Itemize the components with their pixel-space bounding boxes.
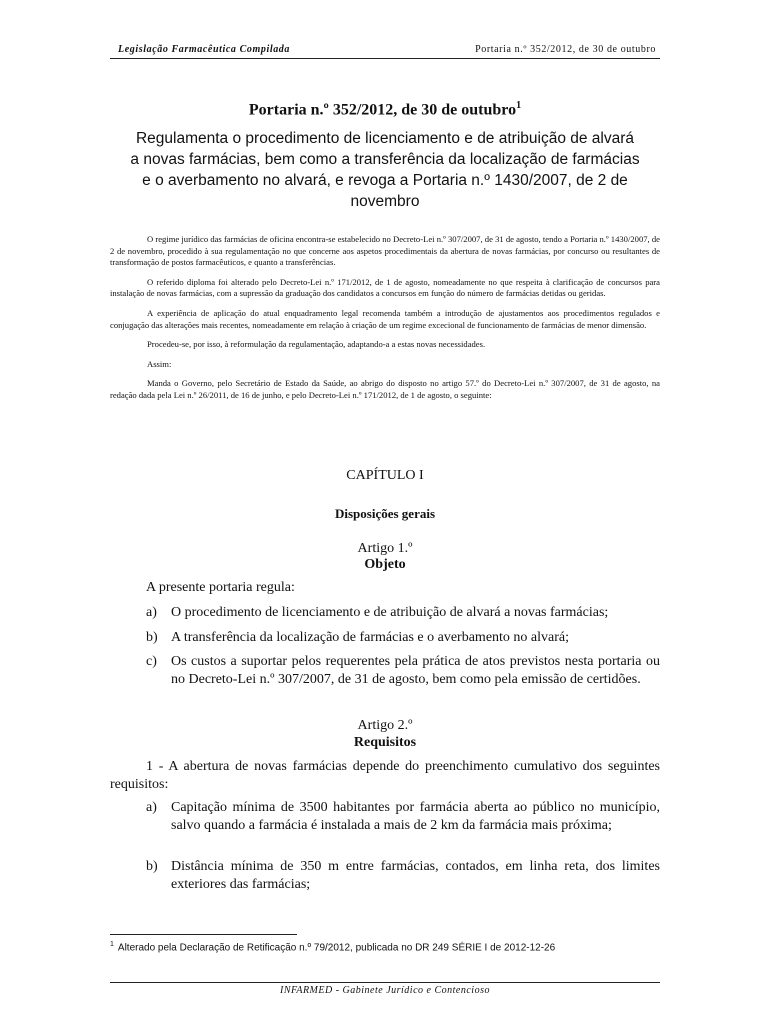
preamble-paragraph: Manda o Governo, pelo Secretário de Estado da Saúde, ao abrigo do disposto no artigo 57.º do Decreto-Lei n.º 307/2007, de 31 de agosto, na redação dada pela Lei n.º 26/2011, de 16 de junho, e pelo Decreto-Lei n.º 171/2012, de 1 de agosto, o seguinte: (110, 378, 660, 400)
item-label: c) (146, 654, 157, 669)
article-2-item-a (146, 799, 660, 836)
item-text: O procedimento de licenciamento e de atribuição de alvará a novas farmácias; (171, 605, 609, 620)
chapter-label: CAPÍTULO I (346, 468, 424, 483)
document-title-text: Portaria n.º 352/2012, de 30 de outubro (248, 101, 517, 119)
chapter-title: Disposições gerais (334, 506, 436, 521)
header-document-reference: Portaria n.º 352/2012, de 30 de outubro (475, 44, 656, 55)
article-1-title: Objeto (364, 557, 406, 572)
item-label: b) (146, 859, 158, 874)
running-header (110, 44, 660, 59)
footnote-reference[interactable]: 1 (516, 100, 522, 111)
item-label: a) (146, 800, 157, 815)
preamble-paragraph: Assim: (147, 358, 172, 369)
article-2-title: Requisitos (353, 735, 417, 750)
preamble-paragraph: O regime jurídico das farmácias de oficina encontra-se estabelecido no Decreto-Lei n.º 307/2007, de 31 de agosto, tendo a Portaria n.º 1430/2007, de 2 de novembro, procedido à sua regulamentação no que concerne aos aspetos procedimentais da abertura de novas farmácias, por concurso ou resultantes de transformação de postos farmacêuticos, e quanto a transferências. (110, 234, 660, 268)
article-2-number: Artigo 2.º (357, 718, 413, 733)
item-text: Os custos a suportar pelos requerentes pela prática de atos previstos nesta portaria ou no Decreto-Lei n.º 307/2007, de 31 de agosto, bem como pela emissão de certidões. (171, 654, 660, 688)
article-1-item-a (146, 604, 660, 622)
article-2-intro: 1 - A abertura de novas farmácias depende do preenchimento cumulativo dos seguintes requisitos: (110, 759, 660, 793)
footnote-number: 1 (110, 941, 114, 948)
preamble-paragraph: O referido diploma foi alterado pelo Decreto-Lei n.º 171/2012, de 1 de agosto, nomeadamente no que respeita à clarificação de concursos para instalação de novas farmácias, com a supressão da graduação dos candidatos a concursos em função do número de farmácias detidas ou geridas. (110, 276, 660, 299)
footnote-divider (110, 934, 297, 935)
header-publication-title: Legislação Farmacêutica Compilada (118, 44, 291, 55)
document-subtitle: Regulamenta o procedimento de licenciamento e de atribuição de alvará a novas farmácias, bem como a transferência da localização de farmácias e o averbamento no alvará, e revoga a Portaria n.º 1430/2007, de 2 de novembro (130, 130, 640, 210)
preamble-paragraph: A experiência de aplicação do atual enquadramento legal recomenda também a introdução de ajustamentos aos procedimentos regulados e conjugação das alterações mais recentes, nomeadamente em relação à criação de um regime excecional de funcionamento de farmácias de menor dimensão. (110, 307, 660, 330)
footnote-text: Alterado pela Declaração de Retificação n.º 79/2012, publicada no DR 249 SÉRIE I de 2012-12-26 (117, 942, 556, 954)
item-text: Distância mínima de 350 m entre farmácias, contados, em linha reta, dos limites exteriores das farmácias; (171, 859, 660, 893)
article-1-item-c (146, 653, 660, 690)
article-1-intro: A presente portaria regula: (146, 580, 295, 595)
item-label: b) (146, 630, 158, 645)
article-1-number: Artigo 1.º (357, 541, 413, 556)
running-footer: INFARMED - Gabinete Jurídico e Contencioso (110, 982, 660, 999)
preamble-paragraph: Procedeu-se, por isso, à reformulação da regulamentação, adaptando-a a estas novas necessidades. (147, 339, 486, 350)
item-text: A transferência da localização de farmácias e o averbamento no alvará; (171, 630, 570, 645)
footnote (110, 941, 670, 953)
document-title (110, 100, 660, 119)
item-label: a) (146, 605, 157, 620)
article-2-item-b (146, 858, 660, 895)
article-1-item-b (146, 629, 660, 647)
item-text: Capitação mínima de 3500 habitantes por farmácia aberta ao público no município, salvo quando a farmácia é instalada a mais de 2 km da farmácia mais próxima; (171, 800, 660, 834)
preamble (110, 234, 660, 410)
